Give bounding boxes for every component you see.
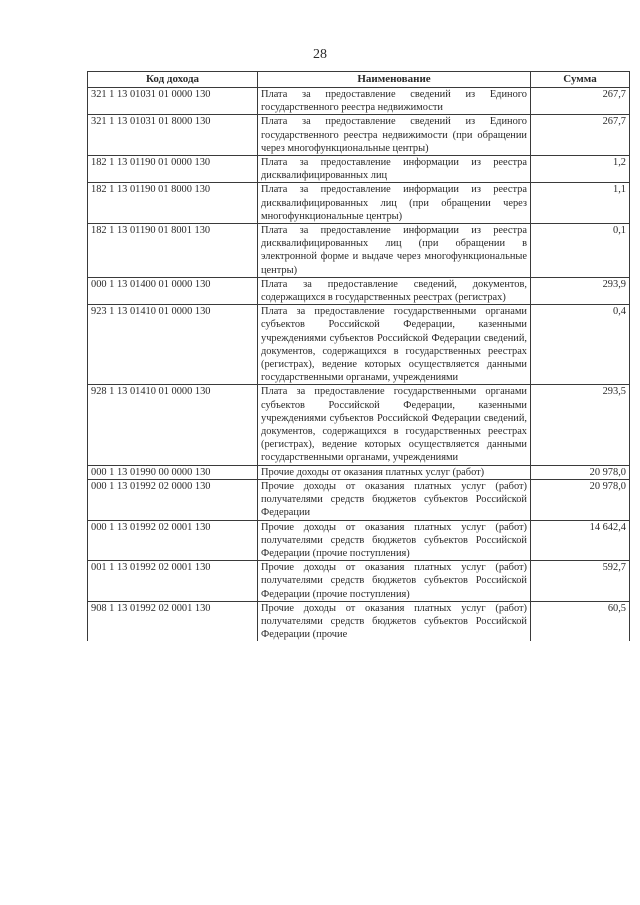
revenue-name: Плата за предоставление сведений из Единого государственного реестра недвижимости (при обращении через многофункциональные центры) [258,115,531,156]
revenue-name: Плата за предоставление информации из реестра дисквалифицированных лиц (при обращении через многофункциональные центры) [258,183,531,224]
revenue-name: Прочие доходы от оказания платных услуг (работ) получателями средств бюджетов субъектов Российской Федерации [258,479,531,520]
revenue-code: 182 1 13 01190 01 8000 130 [88,183,258,224]
revenue-name: Прочие доходы от оказания платных услуг (работ) получателями средств бюджетов субъектов Российской Федерации (прочие поступления) [258,561,531,602]
header-sum: Сумма [531,72,630,88]
table-row [88,520,630,561]
revenue-code: 321 1 13 01031 01 8000 130 [88,115,258,156]
header-code: Код дохода [88,72,258,88]
revenue-code: 321 1 13 01031 01 0000 130 [88,88,258,115]
revenue-sum: 0,4 [531,305,630,385]
revenue-sum: 14 642,4 [531,520,630,561]
table-header-row [88,72,630,88]
table-row [88,465,630,479]
revenue-sum: 293,9 [531,277,630,304]
revenue-sum: 0,1 [531,224,630,278]
table-row [88,88,630,115]
revenue-sum: 267,7 [531,88,630,115]
revenue-sum: 592,7 [531,561,630,602]
header-name: Наименование [258,72,531,88]
table-row [88,601,630,641]
revenue-sum: 20 978,0 [531,479,630,520]
revenue-sum: 60,5 [531,601,630,641]
table-row [88,305,630,385]
revenue-name: Плата за предоставление государственными органами субъектов Российской Федерации, казенными учреждениями субъектов Российской Федерации сведений, документов, содержащихся в государственных реестрах (регистрах), ведение которых осуществляется данными государственными органами, учреждениями [258,385,531,465]
revenue-name: Прочие доходы от оказания платных услуг (работ) [258,465,531,479]
revenue-name: Плата за предоставление информации из реестра дисквалифицированных лиц [258,156,531,183]
table-row [88,156,630,183]
revenue-code: 000 1 13 01400 01 0000 130 [88,277,258,304]
revenue-sum: 293,5 [531,385,630,465]
page-number: 28 [313,47,327,62]
revenue-name: Плата за предоставление информации из реестра дисквалифицированных лиц (при обращении в электронной форме и выдаче через многофункциональные центры) [258,224,531,278]
table-row [88,479,630,520]
revenue-code: 928 1 13 01410 01 0000 130 [88,385,258,465]
table-row [88,115,630,156]
revenue-sum: 20 978,0 [531,465,630,479]
revenue-name: Прочие доходы от оказания платных услуг (работ) получателями средств бюджетов субъектов Российской Федерации (прочие поступления) [258,520,531,561]
revenue-name: Плата за предоставление государственными органами субъектов Российской Федерации, казенными учреждениями субъектов Российской Федерации сведений, документов, содержащихся в государственных реестрах (регистрах), ведение которых осуществляется данными государственными органами, учреждениями [258,305,531,385]
revenue-code: 923 1 13 01410 01 0000 130 [88,305,258,385]
revenue-code: 000 1 13 01990 00 0000 130 [88,465,258,479]
revenue-code: 908 1 13 01992 02 0001 130 [88,601,258,641]
revenue-sum: 1,1 [531,183,630,224]
revenue-code: 001 1 13 01992 02 0001 130 [88,561,258,602]
table-row [88,183,630,224]
revenue-code: 000 1 13 01992 02 0000 130 [88,479,258,520]
revenue-table [87,71,630,641]
table-row [88,277,630,304]
revenue-code: 182 1 13 01190 01 0000 130 [88,156,258,183]
table-row [88,224,630,278]
revenue-sum: 1,2 [531,156,630,183]
revenue-name: Плата за предоставление сведений, документов, содержащихся в государственных реестрах (регистрах) [258,277,531,304]
table-row [88,385,630,465]
revenue-name: Прочие доходы от оказания платных услуг (работ) получателями средств бюджетов субъектов Российской Федерации (прочие [258,601,531,641]
revenue-code: 000 1 13 01992 02 0001 130 [88,520,258,561]
table-row [88,561,630,602]
revenue-sum: 267,7 [531,115,630,156]
revenue-code: 182 1 13 01190 01 8001 130 [88,224,258,278]
revenue-name: Плата за предоставление сведений из Единого государственного реестра недвижимости [258,88,531,115]
